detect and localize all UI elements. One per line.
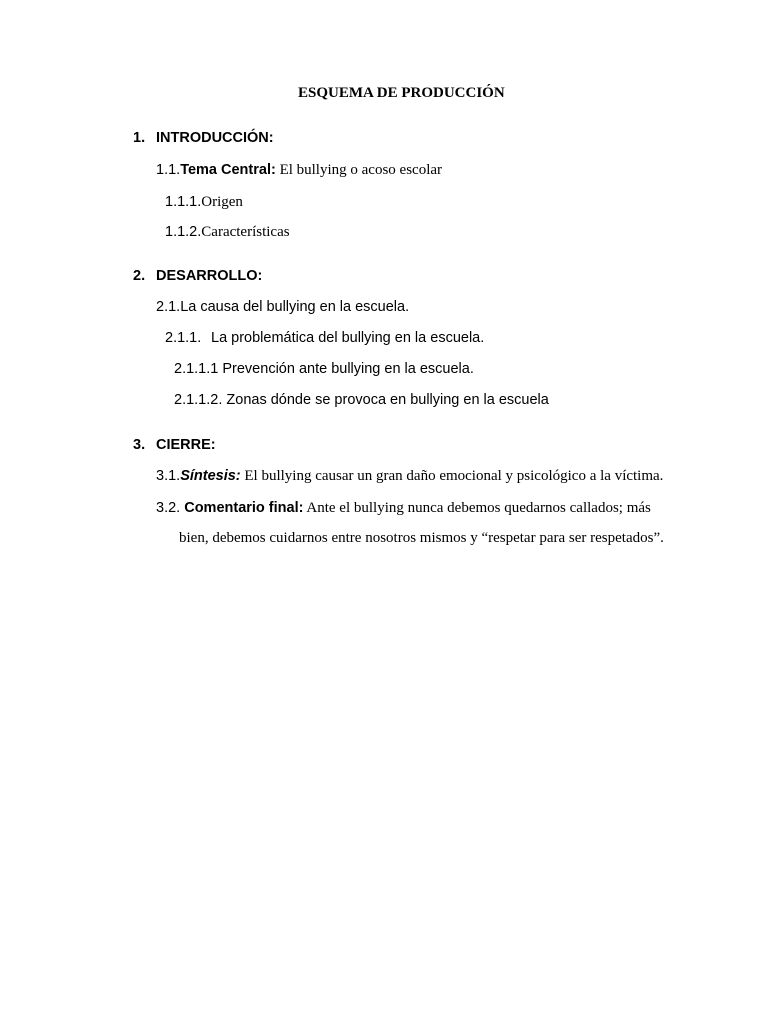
item-text: La causa del bullying en la escuela. bbox=[180, 299, 410, 315]
item-text: Prevención ante bullying en la escuela. bbox=[218, 361, 474, 377]
section-heading-desarrollo bbox=[133, 269, 262, 284]
item-label: Comentario final: bbox=[180, 500, 304, 516]
section-number: 1. bbox=[133, 130, 146, 146]
item-number: 2.1.1.2. bbox=[174, 392, 223, 408]
item-number: 3.2. bbox=[156, 500, 181, 516]
outline-item-1-1 bbox=[156, 162, 442, 178]
outline-item-2-1-1 bbox=[165, 331, 484, 346]
item-text: Zonas dónde se provoca en bullying en la escuela bbox=[222, 392, 549, 408]
outline-item-1-1-2 bbox=[165, 224, 290, 240]
outline-item-2-1-1-2 bbox=[174, 393, 549, 408]
section-heading-text: DESARROLLO: bbox=[156, 268, 263, 284]
item-text: Ante el bullying nunca debemos quedarnos callados; más bbox=[303, 500, 651, 516]
outline-item-2-1 bbox=[156, 300, 409, 315]
outline-item-3-2-continuation: bien, debemos cuidarnos entre nosotros mismos y “respetar para ser respetados”. bbox=[179, 530, 664, 546]
item-number: 2.1.1.1 bbox=[174, 361, 219, 377]
item-number: 2.1. bbox=[156, 299, 181, 315]
section-number: 2. bbox=[133, 268, 146, 284]
section-number: 3. bbox=[133, 437, 146, 453]
item-number: 1.1.1. bbox=[165, 194, 202, 210]
section-heading-intro bbox=[133, 131, 274, 146]
item-text: Características bbox=[201, 224, 290, 240]
outline-item-3-2 bbox=[156, 500, 651, 516]
document-title: ESQUEMA DE PRODUCCIÓN bbox=[298, 85, 505, 101]
item-number: 1.1.2. bbox=[165, 224, 202, 240]
item-number: 2.1.1. bbox=[165, 330, 202, 346]
outline-item-3-1 bbox=[156, 468, 663, 484]
section-heading-text: CIERRE: bbox=[156, 437, 216, 453]
item-text: Origen bbox=[201, 194, 243, 210]
outline-item-1-1-1 bbox=[165, 194, 243, 210]
item-label: Tema Central: bbox=[180, 162, 276, 178]
item-text: La problemática del bullying en la escuela. bbox=[211, 330, 485, 346]
item-text: El bullying causar un gran daño emocional y psicológico a la víctima. bbox=[240, 468, 664, 484]
item-number: 1.1. bbox=[156, 162, 181, 178]
item-label: Síntesis: bbox=[180, 468, 241, 484]
item-number: 3.1. bbox=[156, 468, 181, 484]
item-text: El bullying o acoso escolar bbox=[275, 162, 443, 178]
outline-item-2-1-1-1 bbox=[174, 362, 474, 377]
section-heading-cierre bbox=[133, 438, 216, 453]
section-heading-text: INTRODUCCIÓN: bbox=[156, 130, 274, 146]
